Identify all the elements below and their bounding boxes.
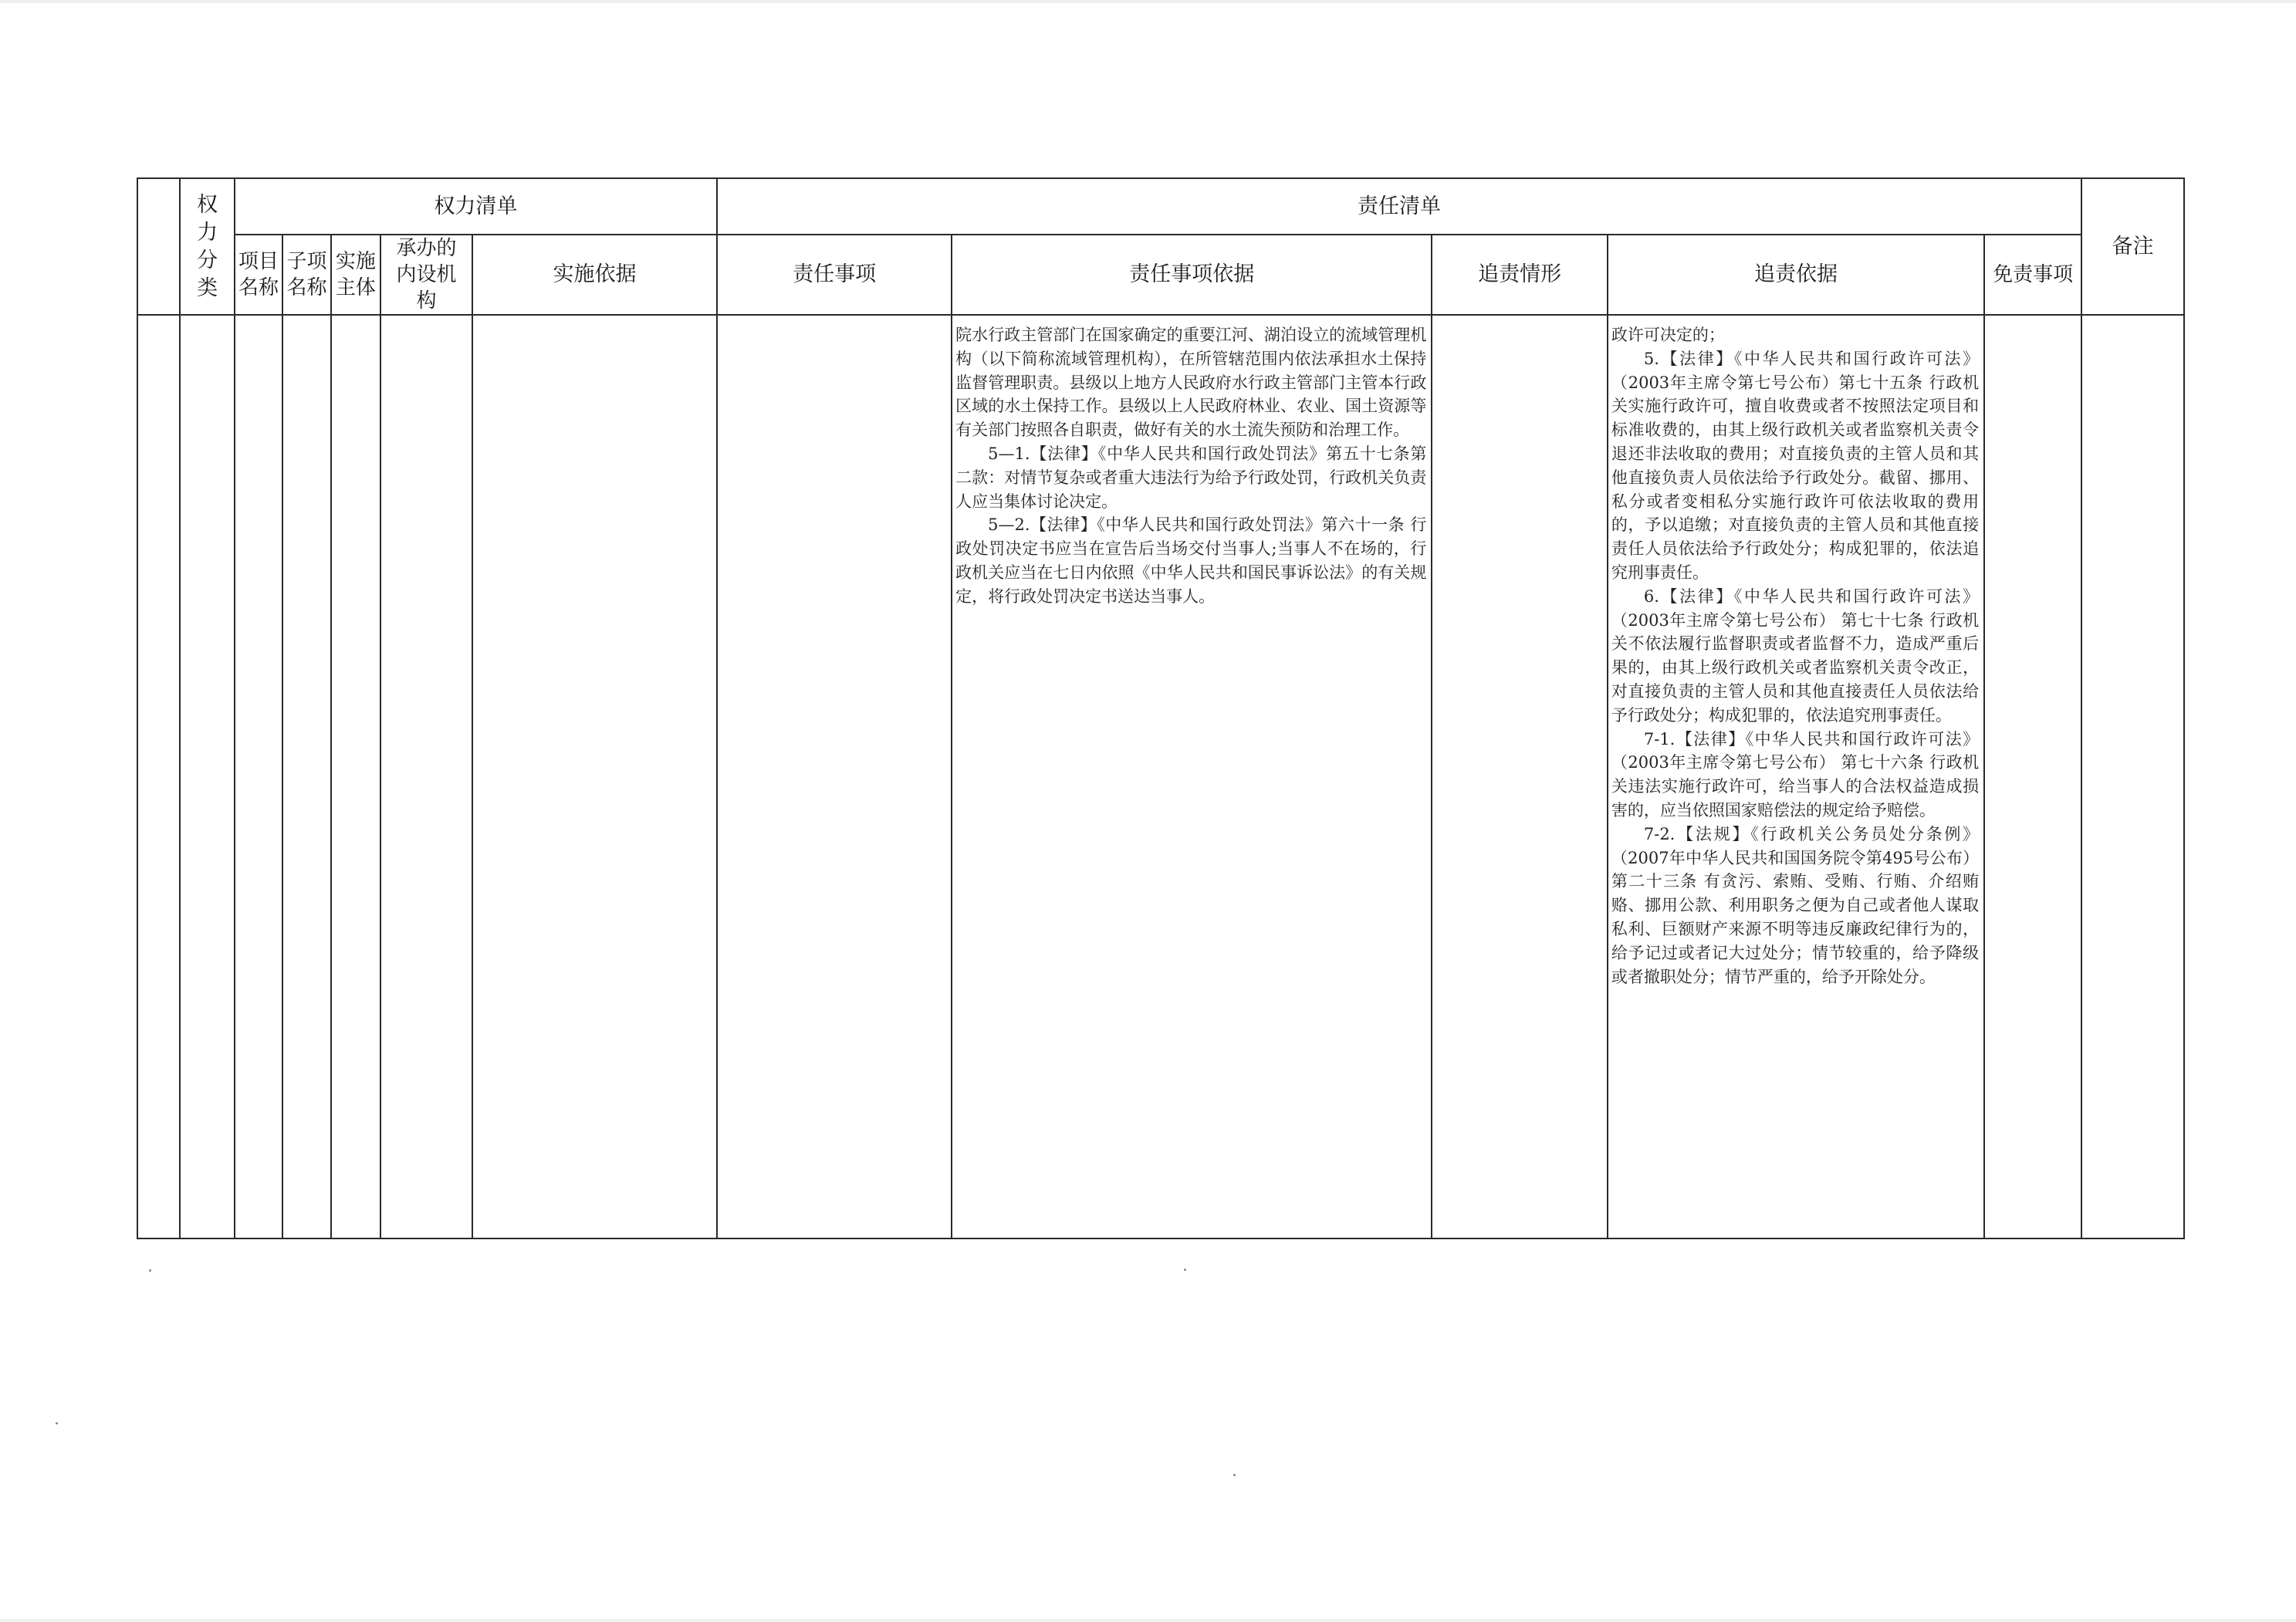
exemption-items-cell bbox=[1984, 315, 2081, 1238]
responsibility-basis-paragraph: 5—2.【法律】《中华人民共和国行政处罚法》第六十一条 行政处罚决定书应当在宣告后当场交付当事人;当事人不在场的，行政机关应当在七日内依照《中华人民共和国民事诉讼法》的有关规定，将行政处罚决定书送达当事人。 bbox=[955, 515, 1427, 606]
scan-edge-bottom bbox=[0, 1619, 2296, 1622]
power-responsibility-table bbox=[137, 177, 2185, 1239]
scan-edge-top bbox=[0, 0, 2296, 3]
accountability-basis-paragraph: 7-1.【法律】《中华人民共和国行政许可法》（2003年主席令第七号公布） 第七十六条 行政机关违法实施行政许可，给当事人的合法权益造成损害的，应当依照国家赔偿法的规定给予赔偿。 bbox=[1611, 729, 1980, 819]
accountability-cases-cell bbox=[1432, 315, 1608, 1238]
accountability-basis-paragraph: 政许可决定的； bbox=[1611, 326, 1725, 344]
subitem-name-header: 子项名称 bbox=[282, 235, 330, 315]
blank-column-header bbox=[137, 178, 180, 315]
remarks-cell bbox=[2081, 315, 2184, 1238]
responsibility-basis-header: 责任事项依据 bbox=[952, 235, 1432, 315]
responsibility-items-cell bbox=[717, 315, 952, 1238]
accountability-basis-cell bbox=[1608, 315, 1984, 1238]
internal-office-header: 承办的内设机构 bbox=[380, 235, 472, 315]
item-name-cell bbox=[235, 315, 282, 1238]
remarks-header: 备注 bbox=[2081, 178, 2184, 315]
implementing-body-cell bbox=[331, 315, 380, 1238]
responsibility-list-header: 责任清单 bbox=[717, 178, 2081, 235]
responsibility-basis-paragraph: 院水行政主管部门在国家确定的重要江河、湖泊设立的流域管理机构（以下简称流域管理机构），在所管辖范围内依法承担水土保持监督管理职责。县级以上地方人民政府水行政主管部门主管本行政区域的水土保持工作。县级以上人民政府林业、农业、国土资源等有关部门按照各自职责，做好有关的水土流失预防和治理工作。 bbox=[955, 326, 1427, 440]
implementation-basis-header: 实施依据 bbox=[472, 235, 717, 315]
item-name-header: 项目名称 bbox=[235, 235, 282, 315]
accountability-basis-paragraph: 5.【法律】《中华人民共和国行政许可法》（2003年主席令第七号公布）第七十五条 行政机关实施行政许可，擅自收费或者不按照法定项目和标准收费的，由其上级行政机关或者监察机关责令退还非法收取的费用；对直接负责的主管人员和其他直接负责人员依法给予行政处分。截留、挪用、私分或者变相私分实施行政许可依法收取的费用的，予以追缴；对直接负责的主管人员和其他直接责任人员依法给予行政处分；构成犯罪的，依法追究刑事责任。 bbox=[1611, 349, 1980, 582]
accountability-basis-paragraph: 7-2.【法规】《行政机关公务员处分条例》（2007年中华人民共和国国务院令第495号公布）第二十三条 有贪污、索贿、受贿、行贿、介绍贿赂、挪用公款、利用职务之便为自己或者他人谋取私利、巨额财产来源不明等违反廉政纪律行为的，给予记过或者记大过处分；情节较重的，给予降级或者撤职处分；情节严重的，给予开除处分。 bbox=[1611, 824, 1980, 986]
power-category-cell bbox=[180, 315, 234, 1238]
exemption-items-header: 免责事项 bbox=[1984, 235, 2081, 315]
power-list-header: 权力清单 bbox=[235, 178, 717, 235]
responsibility-items-header: 责任事项 bbox=[717, 235, 952, 315]
power-category-header: 权力分类 bbox=[180, 178, 234, 315]
accountability-basis-header: 追责依据 bbox=[1608, 235, 1984, 315]
subitem-name-cell bbox=[282, 315, 330, 1238]
scan-speck bbox=[56, 1422, 58, 1424]
implementing-body-header: 实施主体 bbox=[331, 235, 380, 315]
accountability-cases-header: 追责情形 bbox=[1432, 235, 1608, 315]
implementation-basis-cell bbox=[472, 315, 717, 1238]
scan-speck bbox=[1233, 1474, 1236, 1476]
scan-speck bbox=[149, 1269, 151, 1272]
responsibility-basis-cell bbox=[952, 315, 1432, 1238]
responsibility-basis-paragraph: 5—1.【法律】《中华人民共和国行政处罚法》第五十七条第二款：对情节复杂或者重大违法行为给予行政处罚，行政机关负责人应当集体讨论决定。 bbox=[955, 444, 1427, 511]
accountability-basis-paragraph: 6.【法律】《中华人民共和国行政许可法》（2003年主席令第七号公布） 第七十七条 行政机关不依法履行监督职责或者监督不力，造成严重后果的，由其上级行政机关或者监察机关责令改正，对直接负责的主管人员和其他直接责任人员依法给予行政处分；构成犯罪的，依法追究刑事责任。 bbox=[1611, 586, 1980, 725]
internal-office-cell bbox=[380, 315, 472, 1238]
blank-cell bbox=[137, 315, 180, 1238]
scan-speck bbox=[1184, 1269, 1186, 1271]
